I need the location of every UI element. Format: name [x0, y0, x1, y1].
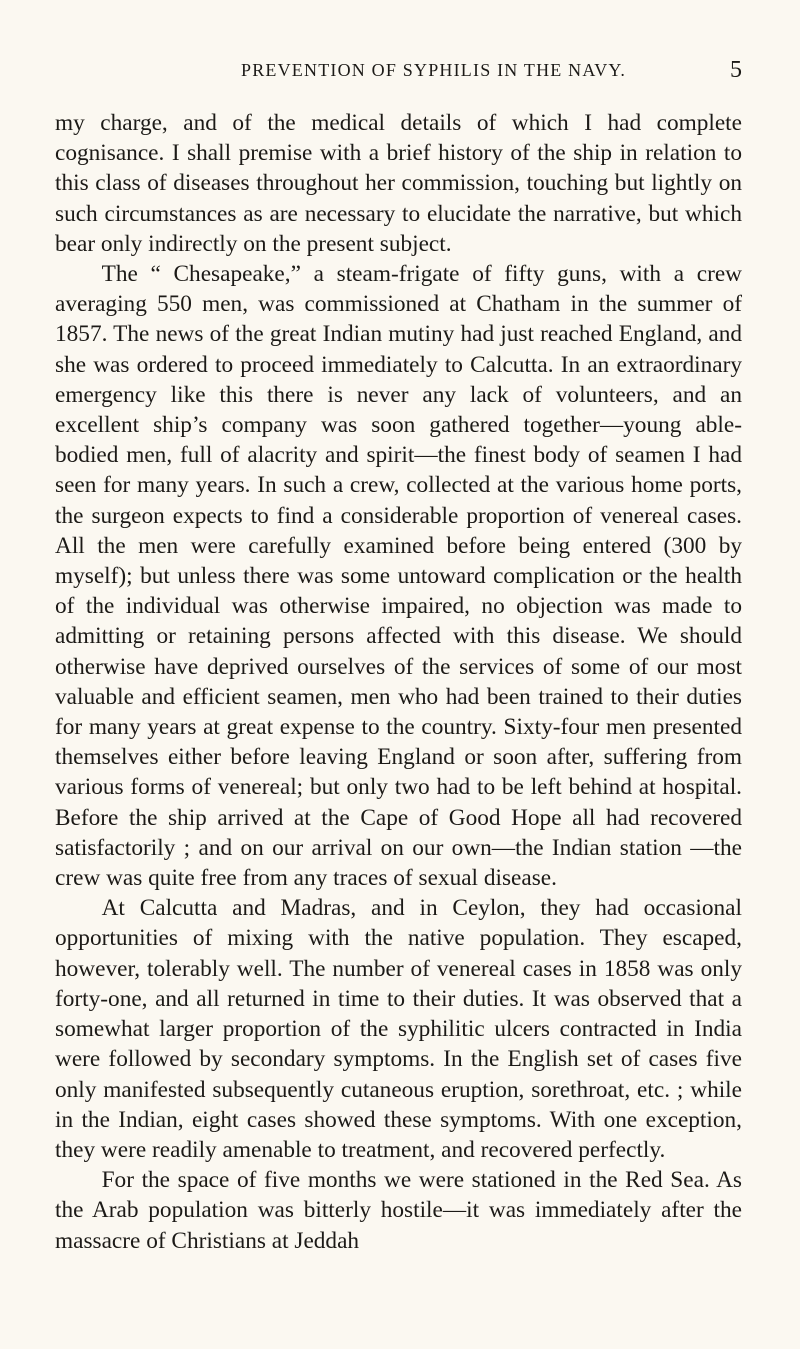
paragraph-chesapeake: The “ Chesapeake,” a steam-frigate of fifty guns, with a crew averaging 550 men, was commissioned at Chatham in the summer of 1857. The news of the great Indian mutiny had just reached England, and she was ordered to proceed immediately to Calcutta. In an extraordinary emergency like this there is never any lack of volunteers, and an excellent ship’s company was soon gathered together—young able-bodied men, full of alacrity and spirit—the finest body of seamen I had seen for many years. In such a crew, collected at the various home ports, the surgeon expects to find a considerable proportion of venereal cases. All the men were carefully examined before being entered (300 by myself); but unless there was some untoward complication or the health of the individual was otherwise impaired, no objection was made to admitting or retaining persons affected with this disease. We should otherwise have deprived ourselves of the services of some of our most valuable and efficient seamen, men who had been trained to their duties for many years at great expense to the country. Sixty-four men presented themselves either before leaving England or soon after, suffering from various forms of venereal; but only two had to be left behind at hospital. Before the ship arrived at the Cape of Good Hope all had recovered satisfactorily ; and on our arrival on our own—the Indian station —the crew was quite free from any traces of sexual disease. [55, 261, 742, 892]
paragraph-calcutta: At Calcutta and Madras, and in Ceylon, they had occasional opportunities of mixing with the native population. They escaped, however, tolerably well. The number of venereal cases in 1858 was only forty-one, and all returned in time to their duties. It was observed that a somewhat larger proportion of the syphilitic ulcers contracted in India were followed by secondary symptoms. In the English set of cases five only manifested subsequently cutaneous eruption, sorethroat, etc. ; while in the Indian, eight cases showed these symptoms. With one exception, they were readily amenable to treatment, and recovered perfectly. [55, 895, 742, 1163]
body-text [55, 108, 742, 1256]
page-number: 5 [730, 57, 742, 83]
running-title: PREVENTION OF SYPHILIS IN THE NAVY. [240, 60, 627, 80]
paragraph-red-sea: For the space of five months we were stationed in the Red Sea. As the Arab population was bitterly hostile—it was immediately after the massacre of Christians at Jeddah [55, 1167, 742, 1254]
running-head [55, 57, 742, 84]
paragraph-continued: my charge, and of the medical details of which I had complete cognisance. I shall premise with a brief history of the ship in relation to this class of diseases throughout her commission, touching but lightly on such circumstances as are necessary to elucidate the narrative, but which bear only indirectly on the present subject. [55, 110, 742, 257]
